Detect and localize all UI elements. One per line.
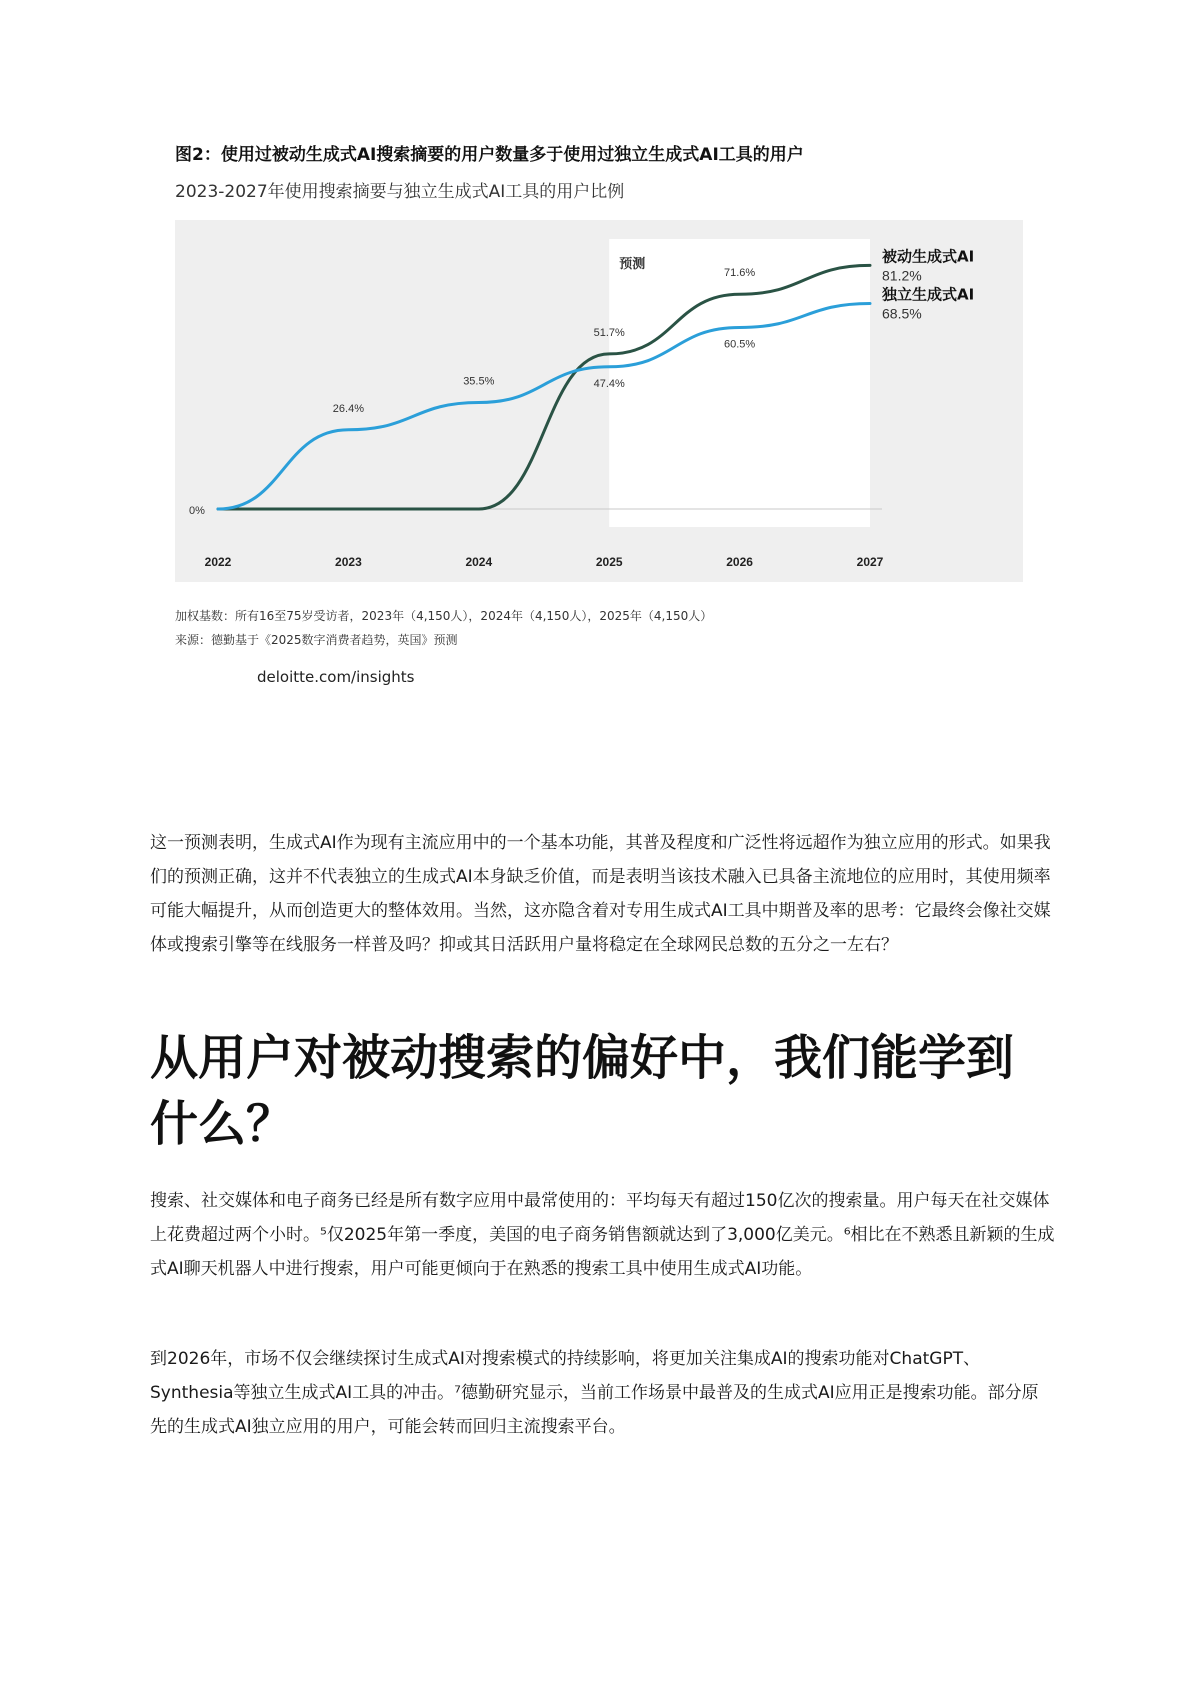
insights-link[interactable]: deloitte.com/insights [257,668,415,686]
chart-panel [175,220,1023,582]
x-tick-label: 2027 [856,555,884,569]
forecast-label: 预测 [619,257,646,272]
y-zero-tick-label: 0% [189,505,205,517]
forecast-region [609,239,870,527]
figure-subtitle: 2023-2027年使用搜索摘要与独立生成式AI工具的用户比例 [175,182,625,202]
x-tick-label: 2023 [335,555,362,569]
source-note: 来源：德勤基于《2025数字消费者趋势，英国》预测 [175,633,458,647]
data-label: 60.5% [723,338,756,351]
section-heading: 从用户对被动搜索的偏好中，我们能学到什么？ [150,1030,1015,1152]
x-tick-label: 2022 [204,555,232,569]
x-tick-label: 2026 [726,555,753,569]
weighting-base-note: 加权基数：所有16至75岁受访者，2023年（4,150人），2024年（4,150人），2025年（4,150人） [175,609,713,623]
data-label: 35.5% [463,375,495,388]
legend-series-name: 被动生成式AI [882,247,975,266]
body-paragraph-1: 这一预测表明，生成式AI作为现有主流应用中的一个基本功能，其普及程度和广泛性将远超作为独立应用的形式。如果我们的预测正确，这并不代表独立的生成式AI本身缺乏价值，而是表明当该技术融入已具备主流地位的应用时，其使用频率可能大幅提升，从而创造更大的整体效用。当然，这亦隐含着对专用生成式AI工具中期普及率的思考：它最终会像社交媒体或搜索引擎等在线服务一样普及吗？抑或其日活跃用户量将稳定在全球网民总数的五分之一左右？ [150,833,1051,955]
body-paragraph-2: 搜索、社交媒体和电子商务已经是所有数字应用中最常使用的：平均每天有超过150亿次的搜索量。用户每天在社交媒体上花费超过两个小时。⁵仅2025年第一季度，美国的电子商务销售额就达到了3,000亿美元。⁶相比在不熟悉且新颖的生成式AI聊天机器人中进行搜索，用户可能更倾向于在熟悉的搜索工具中使用生成式AI功能。 [150,1191,1055,1279]
x-tick-label: 2025 [595,555,623,569]
legend-series-value: 68.5% [882,305,922,322]
body-paragraph-3: 到2026年，市场不仅会继续探讨生成式AI对搜索模式的持续影响，将更加关注集成AI的搜索功能对ChatGPT、Synthesia等独立生成式AI工具的冲击。⁷德勤研究显示，当前工作场景中最普及的生成式AI应用正是搜索功能。部分原先的生成式AI独立应用的用户，可能会转而回归主流搜索平台。 [150,1349,1039,1437]
chart-notes [175,604,1075,652]
data-label: 47.4% [593,377,625,390]
x-tick-label: 2024 [465,555,493,569]
figure-title: 图2：使用过被动生成式AI搜索摘要的用户数量多于使用过独立生成式AI工具的用户 [175,145,804,165]
data-label: 51.7% [593,326,625,339]
line-chart [175,220,1023,582]
data-label: 71.6% [723,267,756,280]
data-label: 26.4% [332,402,365,415]
legend-series-value: 81.2% [882,267,922,284]
legend-series-name: 独立生成式AI [882,285,975,304]
